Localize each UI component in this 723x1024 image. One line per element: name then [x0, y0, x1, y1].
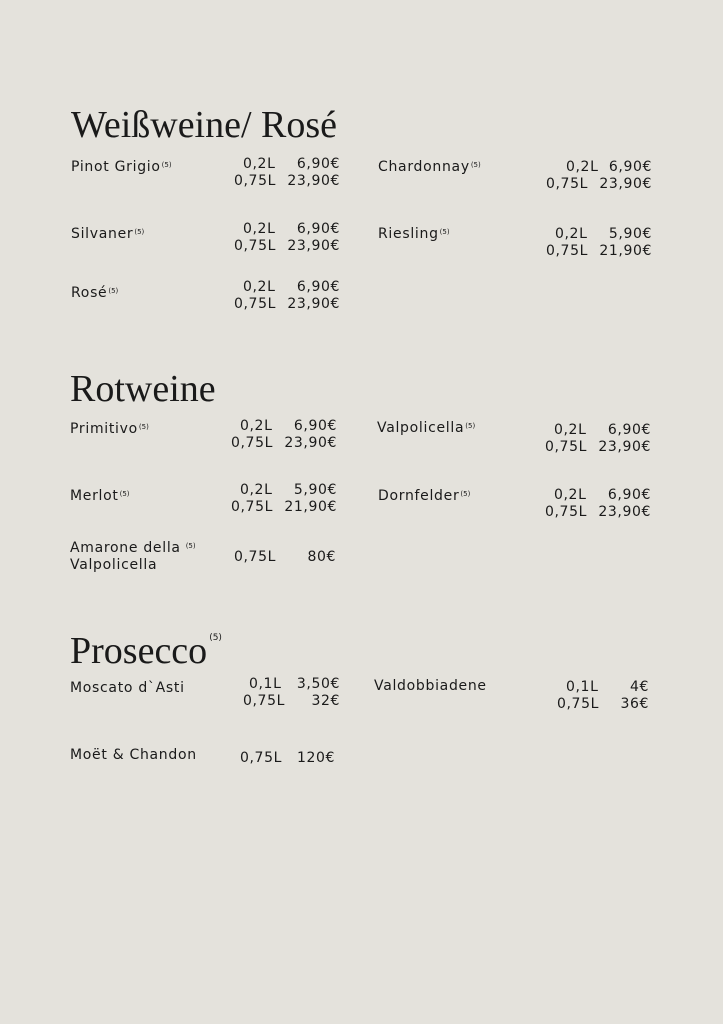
footnote-marker: (5)	[185, 542, 196, 550]
footnote-marker: (5)	[465, 422, 476, 430]
item-name-moscato-dasti: Moscato d`Asti	[70, 680, 185, 696]
item-name-valpolicella: Valpolicella$^{(5)}$	[377, 420, 476, 436]
prices-amarone: 0,75L 80€	[234, 549, 336, 565]
prices-dornfelder: 0,2L 6,90€ 0,75L 23,90€	[545, 487, 651, 520]
footnote-marker: (5)	[108, 287, 119, 295]
footnote-marker: (5)	[439, 228, 450, 236]
footnote-marker: (5)	[209, 633, 222, 643]
prices-moscato-dasti: 0,1L 3,50€ 0,75L 32€	[243, 676, 340, 709]
prices-silvaner: 0,2L 6,90€ 0,75L 23,90€	[234, 221, 340, 254]
item-name-moet-chandon: Moët & Chandon	[70, 747, 197, 763]
prices-valpolicella: 0,2L 6,90€ 0,75L 23,90€	[545, 422, 651, 455]
item-name-pinot-grigio: Pinot Grigio$^{(5)}$	[71, 159, 172, 175]
item-name-valdobbiadene: Valdobbiadene	[374, 678, 487, 694]
footnote-marker: (5)	[161, 161, 172, 169]
item-name-silvaner: Silvaner$^{(5)}$	[71, 226, 145, 242]
item-name-riesling: Riesling$^{(5)}$	[378, 226, 450, 242]
footnote-marker: (5)	[134, 228, 145, 236]
prices-merlot: 0,2L 5,90€ 0,75L 21,90€	[231, 482, 337, 515]
item-name-merlot: Merlot$^{(5)}$	[70, 488, 130, 504]
section-title-red-wines: Rotweine	[70, 368, 216, 410]
section-title-prosecco: Prosecco $^{(5)}$	[70, 630, 222, 672]
prices-moet-chandon: 0,75L 120€	[240, 750, 335, 766]
footnote-marker: (5)	[460, 490, 471, 498]
prices-pinot-grigio: 0,2L 6,90€ 0,75L 23,90€	[234, 156, 340, 189]
item-name-rose: Rosé$^{(5)}$	[71, 285, 119, 301]
item-name-dornfelder: Dornfelder$^{(5)}$	[378, 488, 471, 504]
prices-riesling: 0,2L 5,90€ 0,75L 21,90€	[546, 226, 652, 259]
prices-rose: 0,2L 6,90€ 0,75L 23,90€	[234, 279, 340, 312]
footnote-marker: (5)	[119, 490, 130, 498]
footnote-marker: (5)	[138, 423, 149, 431]
prices-chardonnay: 0,2L 6,90€ 0,75L 23,90€	[546, 159, 652, 192]
prices-primitivo: 0,2L 6,90€ 0,75L 23,90€	[231, 418, 337, 451]
footnote-marker: (5)	[470, 161, 481, 169]
section-title-white-wines: Weißweine/ Rosé	[71, 104, 338, 146]
prices-valdobbiadene: 0,1L 4€ 0,75L 36€	[557, 679, 649, 712]
item-name-chardonnay: Chardonnay$^{(5)}$	[378, 159, 481, 175]
item-name-amarone: Amarone della $^{(5)}$ Valpolicella	[70, 540, 196, 573]
item-name-primitivo: Primitivo$^{(5)}$	[70, 421, 149, 437]
